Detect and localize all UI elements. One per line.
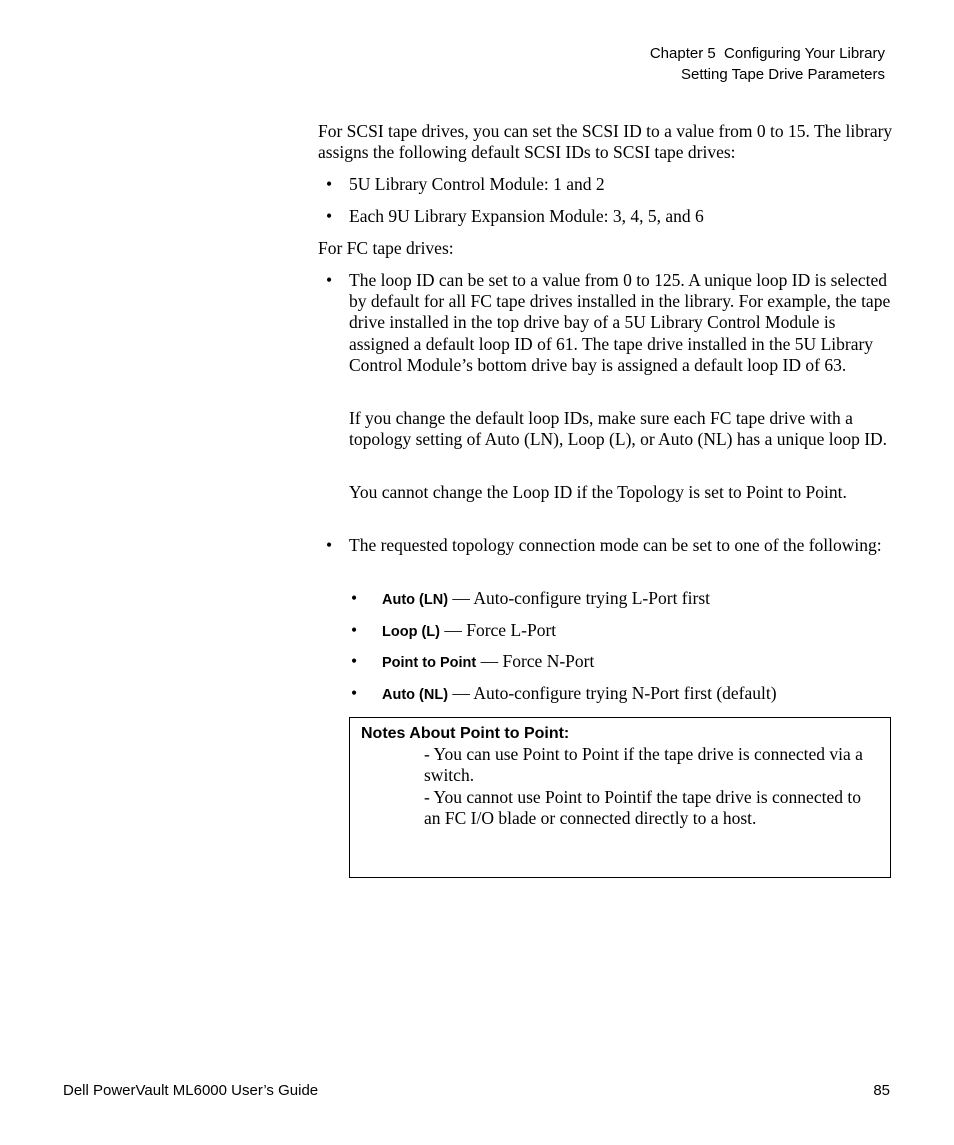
sub-bullet-symbol: • [351,588,358,608]
bullet-symbol: • [326,174,333,194]
scsi-bullet-item: Each 9U Library Expansion Module: 3, 4, 5, and 6 [349,206,704,226]
scsi-bullet-item: 5U Library Control Module: 1 and 2 [349,174,605,194]
topology-option-term: Auto (NL) [382,687,449,703]
notes-line: - You cannot use Point to Pointif the tape drive is connected to an FC I/O blade or connected directly to a host. [424,787,861,829]
header-chapter: Chapter 5 Configuring Your Library [649,45,885,62]
topology-intro-paragraph: The requested topology connection mode can be set to one of the following: [349,535,882,555]
header-section: Setting Tape Drive Parameters [681,66,885,83]
sub-bullet-symbol: • [351,651,358,671]
bullet-symbol: • [326,270,333,290]
sub-bullet-symbol: • [351,683,358,703]
bullet-symbol: • [326,206,333,226]
fc-loop-id-paragraph: The loop ID can be set to a value from 0 to 125. A unique loop ID is selected by default for all FC tape drives installed in the library. For example, the tape drive installed in the top drive bay of a 5U Library Control Module is assigned a default loop ID of 61. The tape drive installed in the 5U Library Control Module’s bottom drive bay is assigned a default loop ID of 63. [349,270,891,375]
topology-option [382,620,556,643]
topology-option-term: Loop (L) [382,624,440,640]
topology-option-desc: — Auto-configure trying L-Port first [448,588,711,608]
topology-option-desc: — Force N-Port [476,651,595,671]
notes-box [349,717,891,878]
notes-line: - You can use Point to Point if the tape drive is connected via a switch. [424,744,863,786]
running-header [650,43,885,85]
fc-intro-paragraph: For FC tape drives: [318,238,454,258]
notes-title: Notes About Point to Point: [361,725,570,742]
topology-option-term: Auto (LN) [382,592,449,608]
bullet-symbol: • [326,535,333,555]
topology-option [382,588,710,611]
scsi-intro-paragraph: For SCSI tape drives, you can set the SCSI ID to a value from 0 to 15. The library assigns the following default SCSI IDs to SCSI tape drives: [318,121,893,163]
topology-option-desc: — Force L-Port [439,620,557,640]
fc-change-note-paragraph: If you change the default loop IDs, make sure each FC tape drive with a topology setting of Auto (LN), Loop (L), or Auto (NL) has a unique loop ID. [349,408,888,450]
topology-option-desc: — Auto-configure trying N-Port first (default) [448,683,777,703]
page-number: 85 [873,1082,890,1099]
sub-bullet-symbol: • [351,620,358,640]
fc-point-note-paragraph: You cannot change the Loop ID if the Topology is set to Point to Point. [349,482,847,502]
footer-guide-title: Dell PowerVault ML6000 User’s Guide [63,1082,319,1099]
topology-option [382,683,777,706]
topology-option [382,651,594,674]
topology-option-term: Point to Point [382,655,477,671]
